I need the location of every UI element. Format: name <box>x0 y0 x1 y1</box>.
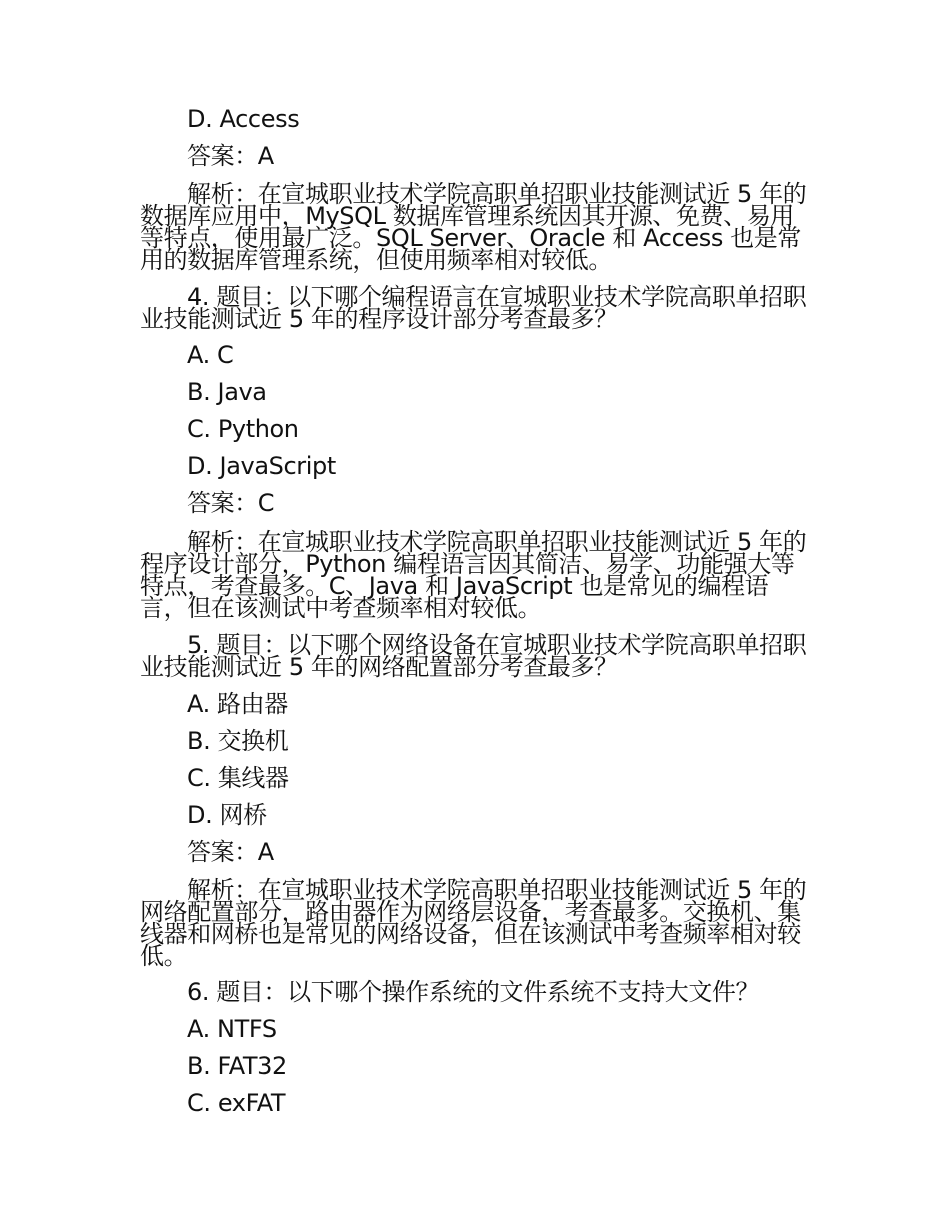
q4-answer: 答案：C <box>187 489 275 517</box>
q6-question: 6. 题目：以下哪个操作系统的文件系统不支持大文件？ <box>187 978 760 1006</box>
q6-option-c: C. exFAT <box>187 1089 286 1117</box>
q4-analysis: 解析：在宣城职业技术学院高职单招职业技能测试近 5 年的程序设计部分，Python 编程语言因其简洁、易学、功能强大等特点，考查最多。C、Java 和 JavaScript 也是常见的编程语言，但在该测试中考查频率相对较低。 <box>140 528 807 622</box>
q5-option-a: A. 路由器 <box>187 690 288 718</box>
q4-option-c: C. Python <box>187 415 299 443</box>
q4-option-a: A. C <box>187 341 234 369</box>
q3-option-d: D. Access <box>187 105 300 133</box>
q5-question: 5. 题目：以下哪个网络设备在宣城职业技术学院高职单招职业技能测试近 5 年的网络配置部分考查最多？ <box>140 631 807 681</box>
q3-analysis: 解析：在宣城职业技术学院高职单招职业技能测试近 5 年的数据库应用中，MySQL 数据库管理系统因其开源、免费、易用等特点，使用最广泛。SQL Server、Oracle 和 Access 也是常用的数据库管理系统，但使用频率相对较低。 <box>140 180 807 274</box>
q3-answer: 答案：A <box>187 142 274 170</box>
q4-option-d: D. JavaScript <box>187 452 336 480</box>
q5-option-d: D. 网桥 <box>187 801 267 829</box>
q5-answer: 答案：A <box>187 838 274 866</box>
q5-analysis: 解析：在宣城职业技术学院高职单招职业技能测试近 5 年的网络配置部分，路由器作为网络层设备，考查最多。交换机、集线器和网桥也是常见的网络设备，但在该测试中考查频率相对较低。 <box>140 876 807 970</box>
q6-option-a: A. NTFS <box>187 1015 277 1043</box>
q5-option-c: C. 集线器 <box>187 764 289 792</box>
q6-option-b: B. FAT32 <box>187 1052 287 1080</box>
q5-option-b: B. 交换机 <box>187 727 289 755</box>
q4-question: 4. 题目：以下哪个编程语言在宣城职业技术学院高职单招职业技能测试近 5 年的程序设计部分考查最多？ <box>140 283 807 333</box>
q4-option-b: B. Java <box>187 378 267 406</box>
